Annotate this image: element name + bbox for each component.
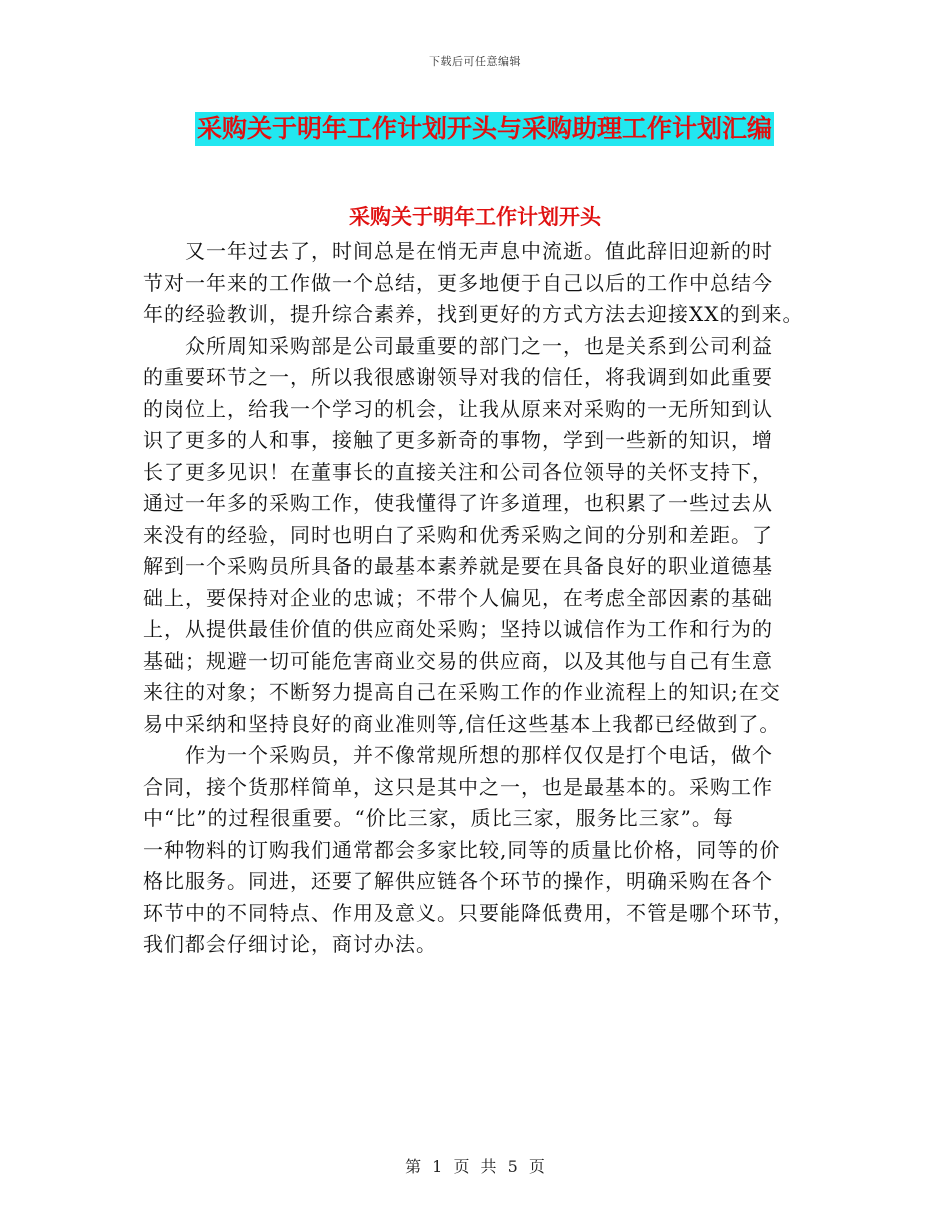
doc-title-container bbox=[195, 112, 774, 146]
header-note: 下载后可任意编辑 bbox=[429, 55, 521, 68]
body-line: 众所周知采购部是公司最重要的部门之一，也是关系到公司利益 bbox=[185, 333, 773, 358]
body-line: 又一年过去了，时间总是在悄无声息中流逝。值此辞旧迎新的时 bbox=[185, 239, 773, 263]
body-line: 的重要环节之一，所以我很感谢领导对我的信任，将我调到如此重要 bbox=[143, 365, 773, 389]
body-line: 识了更多的人和事，接触了更多新奇的事物，学到一些新的知识，增 bbox=[143, 428, 773, 452]
body-line: 的岗位上，给我一个学习的机会，让我从原来对采购的一无所知到认 bbox=[143, 396, 773, 421]
body-line: 节对一年来的工作做一个总结，更多地便于自己以后的工作中总结今 bbox=[143, 270, 773, 295]
body-line: 中“比”的过程很重要。“价比三家，质比三家，服务比三家”。每 bbox=[143, 806, 734, 830]
body-line: 作为一个采购员，并不像常规所想的那样仅仅是打个电话，做个 bbox=[185, 743, 773, 767]
body-text bbox=[143, 218, 808, 961]
body-line: 一种物料的订购我们通常都会多家比较,同等的质量比价格，同等的价 bbox=[143, 837, 781, 862]
body-line: 格比服务。同进，还要了解供应链各个环节的操作，明确采购在各个 bbox=[143, 869, 773, 893]
body-line: 环节中的不同特点、作用及意义。只要能降低费用，不管是哪个环节， bbox=[143, 900, 794, 925]
section-title: 采购关于明年工作计划开头 bbox=[349, 205, 601, 229]
doc-title: 采购关于明年工作计划开头与采购助理工作计划汇编 bbox=[195, 112, 774, 146]
body-line: 年的经验教训，提升综合素养，找到更好的方式方法去迎接XX的到来。 bbox=[143, 302, 804, 326]
body-line: 来往的对象；不断努力提高自己在采购工作的作业流程上的知识;在交 bbox=[143, 680, 781, 704]
body-line: 合同，接个货那样简单，这只是其中之一，也是最基本的。采购工作 bbox=[143, 774, 773, 799]
body-line: 易中采纳和坚持良好的商业准则等,信任这些基本上我都已经做到了。 bbox=[143, 711, 781, 736]
body-line: 通过一年多的采购工作，使我懂得了许多道理，也积累了一些过去从 bbox=[143, 491, 773, 515]
body-line: 长了更多见识！在董事长的直接关注和公司各位领导的关怀支持下， bbox=[143, 459, 773, 484]
body-line: 我们都会仔细讨论，商讨办法。 bbox=[143, 932, 437, 956]
body-line: 础上，要保持对企业的忠诚；不带个人偏见，在考虑全部因素的基础 bbox=[143, 585, 773, 610]
body-line: 解到一个采购员所具备的最基本素养就是要在具备良好的职业道德基 bbox=[143, 554, 773, 578]
body-line: 来没有的经验，同时也明白了采购和优秀采购之间的分别和差距。了 bbox=[143, 522, 773, 547]
page-footer: 第 1 页 共 5 页 bbox=[405, 1157, 545, 1176]
body-line: 上，从提供最佳价值的供应商处采购；坚持以诚信作为工作和行为的 bbox=[143, 617, 773, 641]
body-line: 基础；规避一切可能危害商业交易的供应商，以及其他与自己有生意 bbox=[143, 648, 773, 673]
